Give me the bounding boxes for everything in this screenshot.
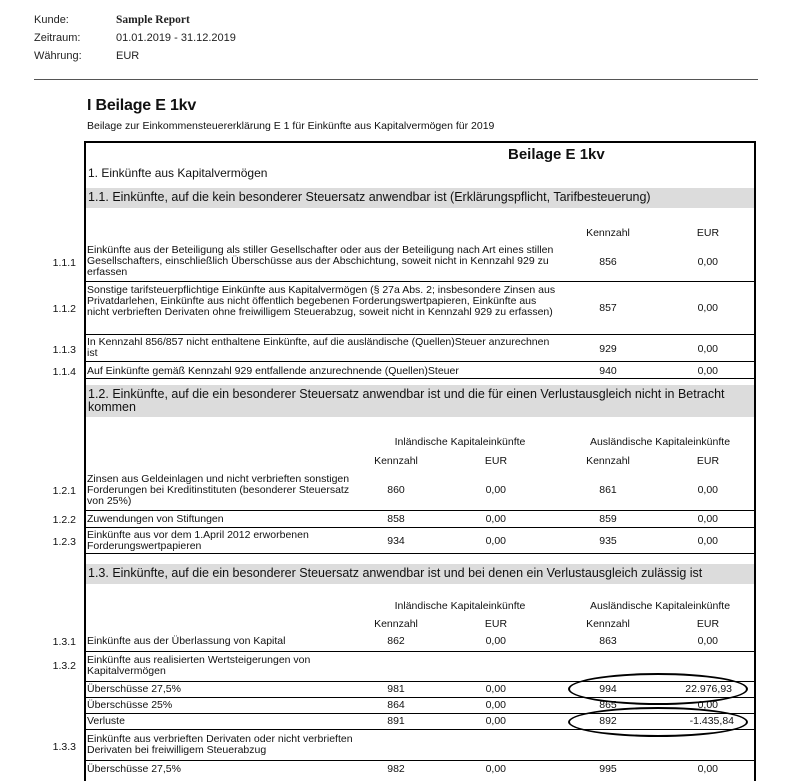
row-kennzahl: 864 (387, 699, 405, 711)
row-description: Auf Einkünfte gemäß Kennzahl 929 entfallende anzurechnende (Quellen)Steuer (87, 365, 459, 377)
col-eur: EUR (696, 618, 720, 630)
row-number: 1.1.1 (52, 257, 76, 269)
row-kennzahl: 858 (387, 513, 405, 525)
row-kennzahl: 891 (387, 715, 405, 727)
row-eur: 22.976,93 (685, 683, 732, 695)
row-divider (84, 510, 756, 511)
row-eur: 0,00 (485, 683, 506, 695)
row-kennzahl: 995 (599, 763, 617, 775)
row-description: In Kennzahl 856/857 nicht enthaltene Einkünfte, auf die ausländische (Quellen)Steuer anzurechnen ist (87, 336, 550, 359)
row-divider (84, 281, 756, 282)
row-number: 1.2.2 (52, 514, 76, 526)
row-divider (84, 651, 756, 652)
zeitraum-value: 01.01.2019 - 31.12.2019 (116, 32, 236, 44)
col-eur: EUR (696, 455, 720, 467)
kunde-value: Sample Report (116, 14, 190, 26)
inlaendisch-header: Inländische Kapitaleinkünfte (394, 436, 526, 448)
row-kennzahl: 857 (599, 302, 617, 314)
form-heading: Beilage E 1kv (508, 146, 605, 163)
header-divider (34, 79, 758, 80)
row-description: Verluste (87, 715, 125, 727)
col-eur: EUR (696, 227, 720, 239)
col-kennzahl: Kennzahl (374, 618, 418, 630)
row-kennzahl: 892 (599, 715, 617, 727)
section-1-1-band (86, 188, 754, 208)
row-eur: 0,00 (697, 763, 718, 775)
col-kennzahl: Kennzahl (586, 455, 630, 467)
col-kennzahl: Kennzahl (586, 227, 630, 239)
col-kennzahl: Kennzahl (586, 618, 630, 630)
row-description: Sonstige tarifsteuerpflichtige Einkünfte aus Kapitalvermögen (§ 27a Abs. 2; insbesondere Zinsen aus Privatdarlehen, Einkünfte aus nicht öffentlich begebenen Forderungswertpapieren, Einkünfte aus nicht verbrieften Derivaten ohne freiwilligem Steuerabzug, soweit nicht in Kennzahl 929 zu erfassen) (87, 284, 556, 318)
section-1-3-band (86, 564, 754, 584)
section-1-1-title: 1.1. Einkünfte, auf die kein besonderer Steuersatz anwendbar ist (Erklärungspflicht, Tarifbesteuerung) (88, 190, 651, 204)
section-1-2-band (86, 385, 754, 417)
auslaendisch-header: Ausländische Kapitaleinkünfte (589, 436, 731, 448)
row-eur: 0,00 (697, 699, 718, 711)
row-kennzahl: 981 (387, 683, 405, 695)
row-kennzahl: 935 (599, 535, 617, 547)
row-kennzahl: 865 (599, 699, 617, 711)
row-eur: 0,00 (485, 715, 506, 727)
row-divider (84, 334, 756, 335)
row-divider (84, 361, 756, 362)
row-number: 1.3.2 (52, 660, 76, 672)
highlight-oval-verluste (568, 707, 748, 737)
row-divider (84, 760, 756, 761)
row-kennzahl: 994 (599, 683, 617, 695)
row-divider (84, 378, 756, 379)
row-eur: 0,00 (697, 343, 718, 355)
row-eur: 0,00 (485, 635, 506, 647)
row-kennzahl: 940 (599, 365, 617, 377)
row-kennzahl: 982 (387, 763, 405, 775)
section-1-3-title: 1.3. Einkünfte, auf die ein besonderer Steuersatz anwendbar ist und bei denen ein Verlustausgleich zulässig ist (88, 566, 703, 580)
row-eur: 0,00 (485, 484, 506, 496)
row-eur: 0,00 (485, 535, 506, 547)
row-kennzahl: 934 (387, 535, 405, 547)
row-eur: 0,00 (485, 763, 506, 775)
row-description: Überschüsse 27,5% (87, 683, 181, 695)
row-description: Einkünfte aus vor dem 1.April 2012 erworbenen Forderungswertpapieren (87, 529, 309, 552)
row-eur: 0,00 (485, 699, 506, 711)
page-subtitle: Beilage zur Einkommensteuererklärung E 1 für Einkünfte aus Kapitalvermögen für 2019 (87, 120, 495, 132)
row-kennzahl: 929 (599, 343, 617, 355)
waehrung-label: Währung: (34, 50, 82, 62)
col-eur: EUR (484, 618, 508, 630)
row-description: Zuwendungen von Stiftungen (87, 513, 224, 525)
row-description: Überschüsse 25% (87, 699, 173, 711)
row-eur: 0,00 (697, 365, 718, 377)
col-eur: EUR (484, 455, 508, 467)
row-description: Zinsen aus Geldeinlagen und nicht verbrieften sonstigen Forderungen bei Kreditinstituten (besonderer Steuersatz von 25%) (87, 473, 350, 507)
row-number: 1.3.1 (52, 636, 76, 648)
row-eur: 0,00 (485, 513, 506, 525)
row-eur: 0,00 (697, 513, 718, 525)
row-kennzahl: 862 (387, 635, 405, 647)
row-divider (84, 553, 756, 554)
row-eur: 0,00 (697, 635, 718, 647)
section-1-2-title: 1.2. Einkünfte, auf die ein besonderer Steuersatz anwendbar ist und die für einen Verlustausgleich nicht in Betracht kommen (88, 387, 725, 414)
row-divider (84, 527, 756, 528)
row-eur: 0,00 (697, 484, 718, 496)
row-number: 1.1.3 (52, 344, 76, 356)
row-eur: 0,00 (697, 256, 718, 268)
row-kennzahl: 861 (599, 484, 617, 496)
row-kennzahl: 856 (599, 256, 617, 268)
row-number: 1.2.3 (52, 536, 76, 548)
page-title: I Beilage E 1kv (87, 97, 197, 114)
kunde-label: Kunde: (34, 14, 69, 26)
zeitraum-label: Zeitraum: (34, 32, 81, 44)
row-description: Einkünfte aus realisierten Wertsteigerungen von Kapitalvermögen (87, 654, 311, 677)
inlaendisch-header: Inländische Kapitaleinkünfte (394, 600, 526, 612)
row-description: Überschüsse 27,5% (87, 763, 181, 775)
highlight-oval-ueberschuesse (568, 673, 748, 705)
row-kennzahl: 859 (599, 513, 617, 525)
row-description: Einkünfte aus der Überlassung von Kapital (87, 635, 286, 647)
waehrung-value: EUR (116, 50, 140, 62)
row-kennzahl: 863 (599, 635, 617, 647)
row-number: 1.3.3 (52, 741, 76, 753)
row-description: Einkünfte aus der Beteiligung als stiller Gesellschafter oder aus der Beteiligung nach Art eines stillen Gesellschafters, einschließlich Überschüsse aus der Abschichtung, soweit nicht in Kennzahl 929 zu erfassen (87, 244, 554, 278)
section-1-title: 1. Einkünfte aus Kapitalvermögen (88, 166, 268, 180)
row-eur: 0,00 (697, 302, 718, 314)
row-description: Einkünfte aus verbrieften Derivaten oder nicht verbrieften Derivaten bei freiwilligem Steuerabzug (87, 733, 353, 756)
row-eur: 0,00 (697, 535, 718, 547)
row-eur: -1.435,84 (689, 715, 734, 727)
row-number: 1.1.4 (52, 366, 76, 378)
row-number: 1.1.2 (52, 303, 76, 315)
row-kennzahl: 860 (387, 484, 405, 496)
auslaendisch-header: Ausländische Kapitaleinkünfte (589, 600, 731, 612)
row-number: 1.2.1 (52, 485, 76, 497)
col-kennzahl: Kennzahl (374, 455, 418, 467)
